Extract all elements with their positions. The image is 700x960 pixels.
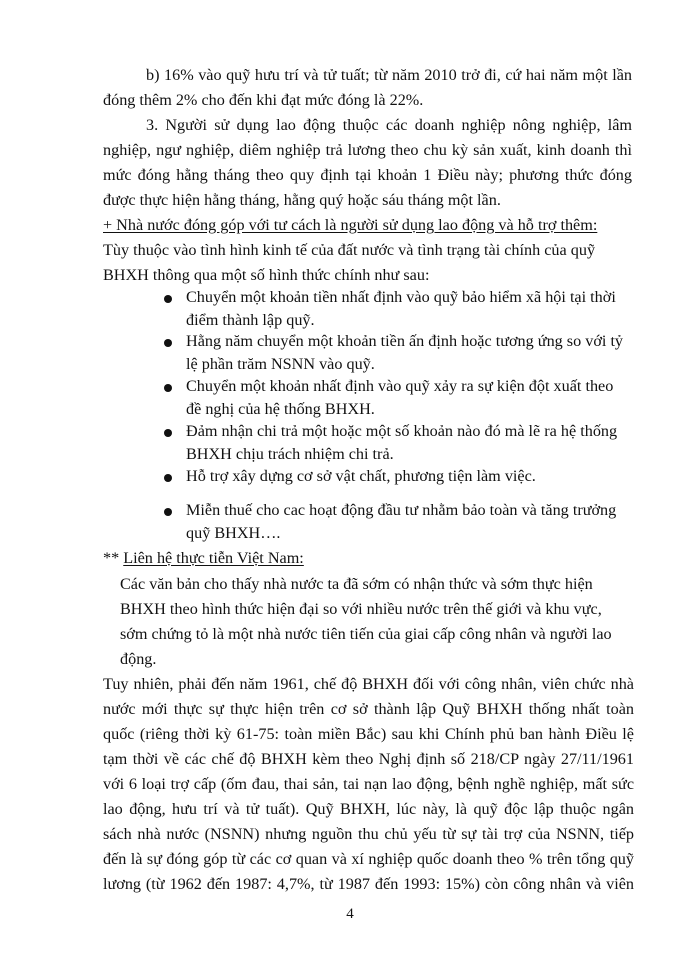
paragraph-3-line-1: 3. Người sử dụng lao động thuộc các doanh nghiệp nông nghiệp, lâm bbox=[146, 116, 632, 134]
paragraph-3-line-4: được thực hiện hằng tháng, hằng quý hoặc sáu tháng một lần. bbox=[103, 191, 501, 209]
history-paragraph-line-5: với 6 loại trợ cấp (ốm đau, thai sản, tai nạn lao động, bệnh nghề nghiệp, mất sức bbox=[103, 775, 634, 793]
vietnam-paragraph-line-4: động. bbox=[120, 650, 157, 668]
state-contribution-heading: + Nhà nước đóng góp với tư cách là người sử dụng lao động và hỗ trợ thêm: bbox=[103, 216, 598, 234]
bullet-1-line-1: Chuyển một khoản tiền nhất định vào quỹ bảo hiểm xã hội tại thời bbox=[186, 288, 616, 306]
history-paragraph-line-6: lao động, hưu trí và tử tuất). Quỹ BHXH, lúc này, là quỹ độc lập thuộc ngân bbox=[103, 800, 634, 818]
bullet-2-line-1: Hằng năm chuyển một khoản tiền ấn định hoặc tương ứng so với tỷ bbox=[186, 332, 624, 350]
history-paragraph-line-8: đến là sự đóng góp từ các cơ quan và xí nghiệp quốc doanh theo % trên tổng quỹ bbox=[103, 850, 634, 868]
bullet-4-line-1: Đảm nhận chi trả một hoặc một số khoản nào đó mà lẽ ra hệ thống bbox=[186, 422, 618, 440]
bullet-3-line-1: Chuyển một khoản nhất định vào quỹ xảy ra sự kiện đột xuất theo bbox=[186, 377, 614, 395]
paragraph-b-line-1: b) 16% vào quỹ hưu trí và tử tuất; từ năm 2010 trở đi, cứ hai năm một lần bbox=[146, 66, 632, 84]
history-paragraph-line-1: Tuy nhiên, phải đến năm 1961, chế độ BHXH đối với công nhân, viên chức nhà bbox=[103, 675, 634, 693]
vietnam-paragraph-line-2: BHXH theo hình thức hiện đại so với nhiều nước trên thế giới và khu vực, bbox=[120, 600, 602, 618]
page-number: 4 bbox=[346, 906, 354, 922]
state-intro-line-2: BHXH thông qua một số hình thức chính như sau: bbox=[103, 266, 430, 284]
bullet-6-line-2: quỹ BHXH…. bbox=[186, 524, 281, 542]
bullet-icon bbox=[164, 339, 172, 347]
bullet-1-line-2: điểm thành lập quỹ. bbox=[186, 311, 315, 329]
paragraph-3-line-2: nghiệp, ngư nghiệp, diêm nghiệp trả lương theo chu kỳ sản xuất, kinh doanh thì bbox=[103, 141, 632, 159]
bullet-icon bbox=[164, 295, 172, 303]
bullet-4-line-2: BHXH chịu trách nhiệm chi trả. bbox=[186, 445, 394, 463]
bullet-3-line-2: đề nghị của hệ thống BHXH. bbox=[186, 400, 375, 418]
state-intro-line-1: Tùy thuộc vào tình hình kinh tế của đất nước và tình trạng tài chính của quỹ bbox=[103, 241, 596, 259]
history-paragraph-line-2: nước mới thực sự thực hiện trên cơ sở thành lập Quỹ BHXH thống nhất toàn bbox=[103, 700, 634, 718]
vietnam-heading-prefix: ** bbox=[103, 549, 124, 567]
history-paragraph-line-9: lương (từ 1962 đến 1987: 4,7%, từ 1987 đến 1993: 15%) còn công nhân và viên bbox=[103, 875, 634, 893]
bullet-icon bbox=[164, 508, 172, 516]
paragraph-b-line-2: đóng thêm 2% cho đến khi đạt mức đóng là 22%. bbox=[103, 91, 424, 109]
paragraph-3-line-3: mức đóng hằng tháng theo quy định tại khoản 1 Điều này; phương thức đóng bbox=[103, 166, 632, 184]
vietnam-heading bbox=[103, 546, 304, 570]
history-paragraph-line-7: sách nhà nước (NSNN) nhưng nguồn thu chủ yếu từ sự tài trợ của NSNN, tiếp bbox=[103, 825, 634, 843]
history-paragraph-line-4: tạm thời về các chế độ BHXH kèm theo Nghị định số 218/CP ngày 27/11/1961 bbox=[103, 750, 634, 768]
bullet-6-line-1: Miễn thuế cho cac hoạt động đầu tư nhằm bảo toàn và tăng trưởng bbox=[186, 501, 617, 519]
vietnam-paragraph-line-3: sớm chứng tỏ là một nhà nước tiên tiến của giai cấp công nhân và người lao bbox=[120, 625, 612, 643]
bullet-2-line-2: lệ phần trăm NSNN vào quỹ. bbox=[186, 355, 375, 373]
vietnam-paragraph-line-1: Các văn bản cho thấy nhà nước ta đã sớm có nhận thức và sớm thực hiện bbox=[120, 575, 593, 593]
bullet-icon bbox=[164, 429, 172, 437]
vietnam-heading-text: Liên hệ thực tiễn Việt Nam: bbox=[123, 549, 304, 567]
bullet-icon bbox=[164, 474, 172, 482]
history-paragraph-line-3: quốc (riêng thời kỳ 61-75: toàn miền Bắc) sau khi Chính phủ ban hành Điều lệ bbox=[103, 725, 634, 743]
bullet-icon bbox=[164, 384, 172, 392]
bullet-5-line-1: Hỗ trợ xây dựng cơ sở vật chất, phương tiện làm việc. bbox=[186, 467, 536, 485]
